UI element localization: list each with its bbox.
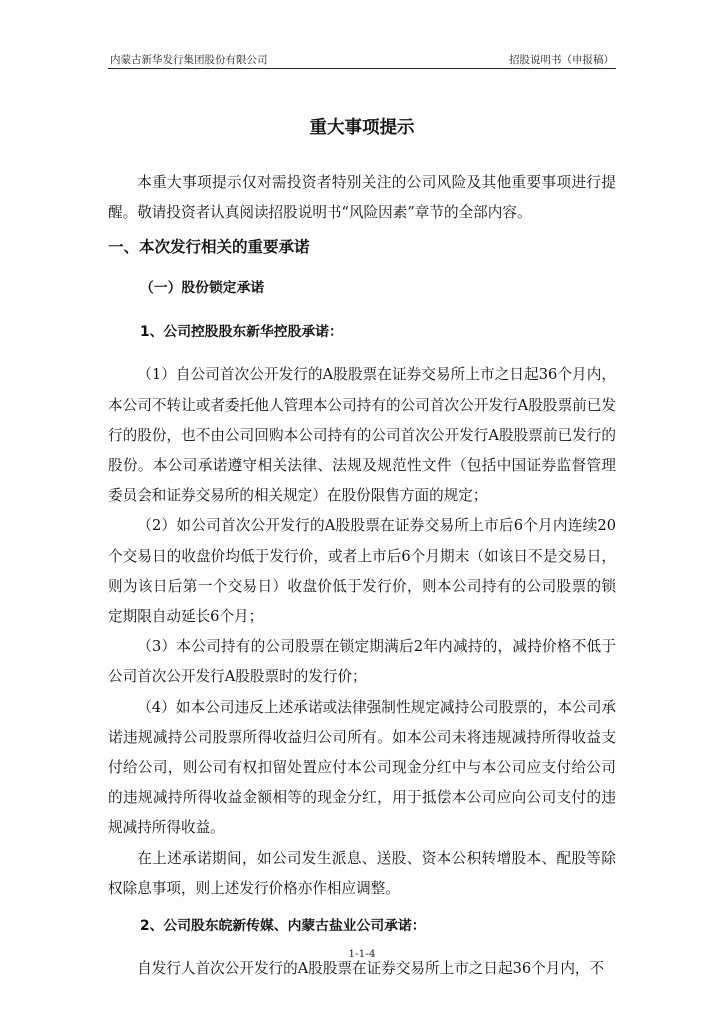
- subsection-heading-share-lock: （一）股份锁定承诺: [140, 280, 265, 297]
- header-document-type: 招股说明书（申报稿）: [509, 54, 614, 66]
- header-company-name: 内蒙古新华发行集团股份有限公司: [110, 54, 268, 66]
- page-header: [108, 50, 616, 69]
- page-title: 重大事项提示: [309, 118, 415, 138]
- item-heading-other-shareholders: 2、公司股东皖新传媒、内蒙古盐业公司承诺：: [140, 918, 426, 935]
- commitment-paragraph-2: （2）如公司首次公开发行的A股股票在证券交易所上市后6个月内连续20个交易日的收盘价均低于发行价，或者上市后6个月期末（如该日不是交易日，则为该日后第一个交易日）收盘价低于发行价，则本公司持有的公司股票的锁定期限自动延长6个月；: [108, 517, 616, 626]
- commitment-paragraph-4: （4）如本公司违反上述承诺或法律强制性规定减持公司股票的，本公司承诺违规减持公司股票所得收益归公司所有。如本公司未将违规减持所得收益支付给公司，则公司有权扣留处置应付本公司现金分红中与本公司应支付给公司的违规减持所得收益金额相等的现金分红，用于抵偿本公司应向公司支付的违规减持所得收益。: [108, 698, 616, 837]
- intro-paragraph: 本重大事项提示仅对需投资者特别关注的公司风险及其他重要事项进行提醒。敬请投资者认真阅读招股说明书“风险因素”章节的全部内容。: [108, 174, 616, 222]
- commitment-paragraph-6: 自发行人首次公开发行的A股股票在证券交易所上市之日起36个月内，不: [137, 960, 605, 978]
- page-number: 1-1-4: [348, 948, 376, 960]
- item-heading-controlling-shareholder: 1、公司控股股东新华控股承诺：: [140, 324, 343, 341]
- commitment-paragraph-3: （3）本公司持有的公司股票在锁定期满后2年内减持的，减持价格不低于公司首次公开发行A股股票时的发行价；: [108, 638, 616, 686]
- section-heading-1: 一、本次发行相关的重要承诺: [108, 238, 310, 257]
- commitment-paragraph-1: （1）自公司首次公开发行的A股股票在证券交易所上市之日起36个月内，本公司不转让或者委托他人管理本公司持有的公司首次公开发行A股股票前已发行的股份，也不由公司回购本公司持有的公司首次公开发行A股股票前已发行的股份。本公司承诺遵守相关法律、法规及规范性文件（包括中国证券监督管理委员会和证券交易所的相关规定）在股份限售方面的规定；: [108, 366, 616, 505]
- document-body: [108, 108, 616, 984]
- commitment-paragraph-5: 在上述承诺期间，如公司发生派息、送股、资本公积转增股本、配股等除权除息事项，则上述发行价格亦作相应调整。: [108, 849, 616, 897]
